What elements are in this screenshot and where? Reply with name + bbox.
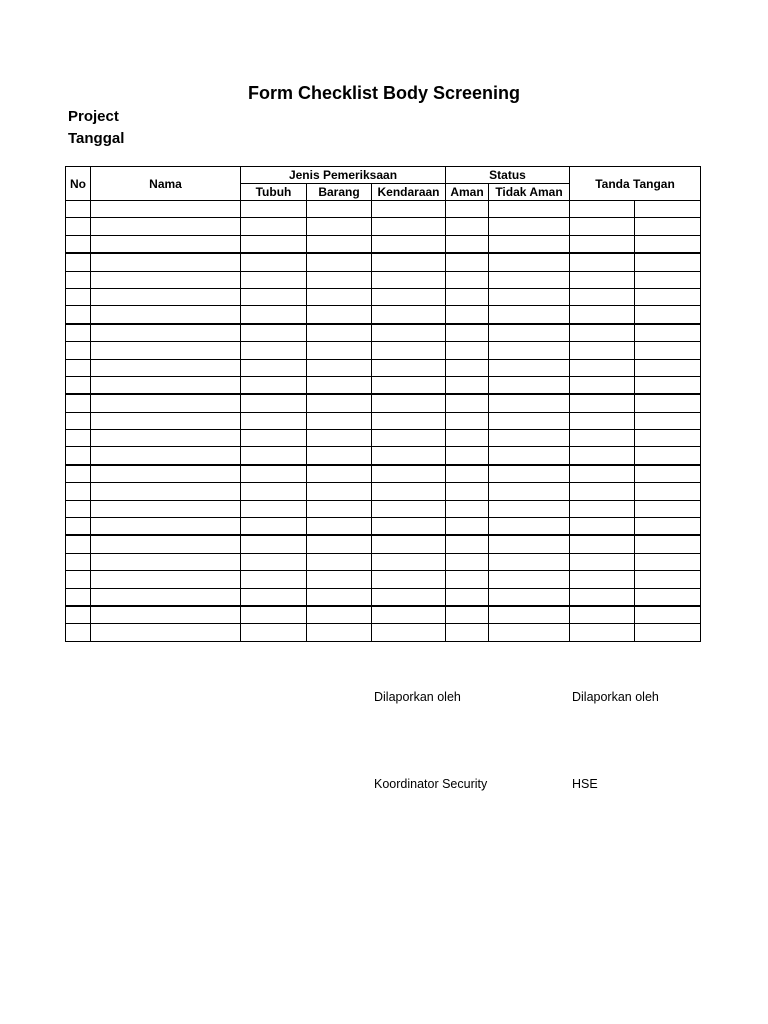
table-cell[interactable]	[91, 606, 241, 624]
table-cell[interactable]	[241, 218, 307, 235]
table-cell[interactable]	[635, 306, 701, 324]
table-row	[66, 288, 701, 305]
table-cell[interactable]	[372, 624, 446, 641]
table-cell[interactable]	[66, 394, 91, 412]
table-cell[interactable]	[446, 518, 489, 536]
table-cell[interactable]	[446, 535, 489, 553]
table-row	[66, 201, 701, 218]
table-cell[interactable]	[307, 518, 372, 536]
table-cell[interactable]	[66, 235, 91, 253]
table-cell[interactable]	[241, 588, 307, 606]
table-cell[interactable]	[635, 201, 701, 218]
table-cell[interactable]	[446, 394, 489, 412]
table-cell[interactable]	[570, 288, 635, 305]
table-cell[interactable]	[307, 359, 372, 376]
table-cell[interactable]	[570, 218, 635, 235]
header-goods: Barang	[307, 184, 372, 201]
table-cell[interactable]	[91, 376, 241, 394]
table-cell[interactable]	[372, 553, 446, 570]
table-cell[interactable]	[241, 324, 307, 342]
header-signature: Tanda Tangan	[570, 167, 701, 201]
table-cell[interactable]	[446, 306, 489, 324]
table-cell[interactable]	[570, 253, 635, 271]
table-cell[interactable]	[307, 588, 372, 606]
table-cell[interactable]	[446, 271, 489, 288]
table-cell[interactable]	[307, 201, 372, 218]
table-cell[interactable]	[91, 359, 241, 376]
table-cell[interactable]	[307, 394, 372, 412]
table-cell[interactable]	[570, 500, 635, 517]
table-cell[interactable]	[372, 394, 446, 412]
table-cell[interactable]	[635, 412, 701, 429]
table-row	[66, 394, 701, 412]
table-cell[interactable]	[446, 447, 489, 465]
table-cell[interactable]	[635, 553, 701, 570]
table-cell[interactable]	[307, 535, 372, 553]
table-cell[interactable]	[446, 253, 489, 271]
table-cell[interactable]	[489, 201, 570, 218]
table-cell[interactable]	[489, 483, 570, 500]
table-cell[interactable]	[570, 201, 635, 218]
table-cell[interactable]	[446, 376, 489, 394]
table-cell[interactable]	[241, 394, 307, 412]
table-cell[interactable]	[372, 271, 446, 288]
table-cell[interactable]	[446, 288, 489, 305]
table-cell[interactable]	[307, 606, 372, 624]
table-cell[interactable]	[91, 465, 241, 483]
table-cell[interactable]	[307, 324, 372, 342]
table-cell[interactable]	[66, 553, 91, 570]
table-cell[interactable]	[372, 342, 446, 359]
table-row	[66, 447, 701, 465]
table-cell[interactable]	[489, 376, 570, 394]
table-cell[interactable]	[446, 553, 489, 570]
table-cell[interactable]	[372, 253, 446, 271]
table-cell[interactable]	[635, 430, 701, 447]
table-cell[interactable]	[489, 218, 570, 235]
table-cell[interactable]	[241, 624, 307, 641]
table-header-row	[66, 167, 701, 184]
table-cell[interactable]	[66, 624, 91, 641]
table-cell[interactable]	[635, 606, 701, 624]
table-cell[interactable]	[91, 324, 241, 342]
table-cell[interactable]	[446, 201, 489, 218]
reported-by-label-2: Dilaporkan oleh	[572, 690, 659, 704]
table-cell[interactable]	[446, 324, 489, 342]
table-cell[interactable]	[635, 394, 701, 412]
table-cell[interactable]	[372, 412, 446, 429]
table-row	[66, 342, 701, 359]
table-cell[interactable]	[372, 535, 446, 553]
table-cell[interactable]	[66, 253, 91, 271]
table-cell[interactable]	[570, 483, 635, 500]
table-cell[interactable]	[372, 483, 446, 500]
table-cell[interactable]	[307, 483, 372, 500]
table-cell[interactable]	[307, 235, 372, 253]
table-cell[interactable]	[570, 553, 635, 570]
table-row	[66, 271, 701, 288]
table-row	[66, 218, 701, 235]
table-cell[interactable]	[489, 412, 570, 429]
table-cell[interactable]	[241, 553, 307, 570]
table-cell[interactable]	[489, 430, 570, 447]
header-no: No	[66, 167, 91, 201]
table-cell[interactable]	[66, 447, 91, 465]
table-cell[interactable]	[66, 606, 91, 624]
table-cell[interactable]	[241, 500, 307, 517]
table-cell[interactable]	[446, 606, 489, 624]
table-row	[66, 376, 701, 394]
table-cell[interactable]	[91, 430, 241, 447]
table-cell[interactable]	[307, 553, 372, 570]
table-cell[interactable]	[91, 342, 241, 359]
table-cell[interactable]	[241, 306, 307, 324]
table-cell[interactable]	[241, 430, 307, 447]
table-cell[interactable]	[489, 606, 570, 624]
table-cell[interactable]	[241, 359, 307, 376]
table-cell[interactable]	[489, 465, 570, 483]
table-cell[interactable]	[489, 518, 570, 536]
table-cell[interactable]	[635, 288, 701, 305]
table-cell[interactable]	[66, 430, 91, 447]
table-cell[interactable]	[570, 394, 635, 412]
table-cell[interactable]	[446, 465, 489, 483]
table-cell[interactable]	[635, 483, 701, 500]
table-cell[interactable]	[446, 235, 489, 253]
table-cell[interactable]	[489, 553, 570, 570]
table-cell[interactable]	[91, 412, 241, 429]
table-row	[66, 535, 701, 553]
table-cell[interactable]	[307, 218, 372, 235]
table-cell[interactable]	[66, 342, 91, 359]
table-body	[66, 201, 701, 642]
table-cell[interactable]	[241, 606, 307, 624]
header-status: Status	[446, 167, 570, 184]
table-cell[interactable]	[66, 588, 91, 606]
table-cell[interactable]	[570, 465, 635, 483]
table-row	[66, 412, 701, 429]
table-cell[interactable]	[91, 535, 241, 553]
table-row	[66, 624, 701, 641]
table-cell[interactable]	[91, 624, 241, 641]
table-cell[interactable]	[372, 518, 446, 536]
table-cell[interactable]	[570, 324, 635, 342]
table-cell[interactable]	[66, 271, 91, 288]
table-cell[interactable]	[91, 500, 241, 517]
table-cell[interactable]	[241, 483, 307, 500]
table-row	[66, 253, 701, 271]
table-cell[interactable]	[489, 535, 570, 553]
table-cell[interactable]	[307, 253, 372, 271]
table-cell[interactable]	[91, 447, 241, 465]
table-cell[interactable]	[635, 218, 701, 235]
table-cell[interactable]	[91, 588, 241, 606]
table-cell[interactable]	[241, 288, 307, 305]
table-cell[interactable]	[372, 218, 446, 235]
table-cell[interactable]	[489, 235, 570, 253]
table-cell[interactable]	[91, 288, 241, 305]
table-row	[66, 571, 701, 588]
table-cell[interactable]	[489, 288, 570, 305]
table-cell[interactable]	[635, 624, 701, 641]
table-cell[interactable]	[91, 271, 241, 288]
table-cell[interactable]	[307, 412, 372, 429]
table-cell[interactable]	[66, 571, 91, 588]
table-cell[interactable]	[91, 394, 241, 412]
table-cell[interactable]	[635, 535, 701, 553]
table-cell[interactable]	[66, 201, 91, 218]
table-cell[interactable]	[241, 518, 307, 536]
table-row	[66, 606, 701, 624]
table-cell[interactable]	[570, 430, 635, 447]
table-cell[interactable]	[570, 571, 635, 588]
table-row	[66, 235, 701, 253]
table-cell[interactable]	[66, 518, 91, 536]
table-cell[interactable]	[570, 412, 635, 429]
header-body: Tubuh	[241, 184, 307, 201]
table-cell[interactable]	[91, 553, 241, 570]
table-cell[interactable]	[91, 571, 241, 588]
table-cell[interactable]	[635, 500, 701, 517]
table-cell[interactable]	[570, 588, 635, 606]
table-cell[interactable]	[489, 324, 570, 342]
table-cell[interactable]	[241, 447, 307, 465]
project-label: Project	[68, 108, 119, 125]
table-cell[interactable]	[241, 235, 307, 253]
table-cell[interactable]	[635, 588, 701, 606]
table-cell[interactable]	[635, 376, 701, 394]
role-hse: HSE	[572, 777, 598, 791]
table-cell[interactable]	[570, 535, 635, 553]
table-row	[66, 500, 701, 517]
table-cell[interactable]	[570, 518, 635, 536]
table-cell[interactable]	[372, 588, 446, 606]
table-cell[interactable]	[489, 342, 570, 359]
table-cell[interactable]	[446, 342, 489, 359]
table-row	[66, 306, 701, 324]
table-cell[interactable]	[635, 271, 701, 288]
date-label: Tanggal	[68, 130, 125, 147]
table-cell[interactable]	[91, 201, 241, 218]
table-cell[interactable]	[570, 624, 635, 641]
table-cell[interactable]	[372, 324, 446, 342]
table-cell[interactable]	[372, 430, 446, 447]
table-row	[66, 588, 701, 606]
table-cell[interactable]	[489, 447, 570, 465]
header-name: Nama	[91, 167, 241, 201]
table-cell[interactable]	[372, 571, 446, 588]
table-cell[interactable]	[91, 306, 241, 324]
table-cell[interactable]	[489, 500, 570, 517]
table-cell[interactable]	[91, 235, 241, 253]
table-cell[interactable]	[372, 606, 446, 624]
table-cell[interactable]	[66, 412, 91, 429]
header-vehicle: Kendaraan	[372, 184, 446, 201]
table-cell[interactable]	[66, 465, 91, 483]
table-cell[interactable]	[635, 253, 701, 271]
table-cell[interactable]	[570, 447, 635, 465]
header-inspection-type: Jenis Pemeriksaan	[241, 167, 446, 184]
table-cell[interactable]	[241, 342, 307, 359]
table-cell[interactable]	[241, 412, 307, 429]
table-cell[interactable]	[372, 235, 446, 253]
table-cell[interactable]	[635, 465, 701, 483]
table-cell[interactable]	[66, 500, 91, 517]
table-cell[interactable]	[91, 518, 241, 536]
table-cell[interactable]	[489, 571, 570, 588]
table-cell[interactable]	[66, 359, 91, 376]
table-cell[interactable]	[307, 465, 372, 483]
table-cell[interactable]	[307, 342, 372, 359]
table-cell[interactable]	[570, 235, 635, 253]
table-cell[interactable]	[372, 447, 446, 465]
table-cell[interactable]	[635, 235, 701, 253]
table-cell[interactable]	[307, 430, 372, 447]
table-cell[interactable]	[66, 288, 91, 305]
header-unsafe: Tidak Aman	[489, 184, 570, 201]
table-cell[interactable]	[635, 518, 701, 536]
table-cell[interactable]	[241, 571, 307, 588]
table-cell[interactable]	[489, 253, 570, 271]
table-cell[interactable]	[635, 342, 701, 359]
table-cell[interactable]	[446, 218, 489, 235]
table-cell[interactable]	[635, 359, 701, 376]
table-cell[interactable]	[66, 483, 91, 500]
table-row	[66, 324, 701, 342]
table-row	[66, 553, 701, 570]
table-cell[interactable]	[241, 376, 307, 394]
table-cell[interactable]	[372, 201, 446, 218]
table-cell[interactable]	[446, 359, 489, 376]
table-cell[interactable]	[489, 588, 570, 606]
table-cell[interactable]	[307, 447, 372, 465]
table-cell[interactable]	[570, 306, 635, 324]
table-cell[interactable]	[241, 465, 307, 483]
table-cell[interactable]	[446, 624, 489, 641]
table-cell[interactable]	[66, 376, 91, 394]
table-cell[interactable]	[372, 500, 446, 517]
table-cell[interactable]	[489, 624, 570, 641]
role-security-coordinator: Koordinator Security	[374, 777, 488, 791]
table-cell[interactable]	[570, 271, 635, 288]
table-cell[interactable]	[307, 271, 372, 288]
table-cell[interactable]	[635, 447, 701, 465]
table-cell[interactable]	[446, 588, 489, 606]
table-cell[interactable]	[446, 500, 489, 517]
table-cell[interactable]	[446, 412, 489, 429]
table-row	[66, 483, 701, 500]
table-cell[interactable]	[489, 306, 570, 324]
table-cell[interactable]	[241, 201, 307, 218]
table-cell[interactable]	[66, 535, 91, 553]
table-cell[interactable]	[307, 500, 372, 517]
table-cell[interactable]	[570, 359, 635, 376]
table-cell[interactable]	[372, 376, 446, 394]
table-cell[interactable]	[307, 624, 372, 641]
table-cell[interactable]	[570, 376, 635, 394]
table-cell[interactable]	[307, 306, 372, 324]
table-cell[interactable]	[241, 253, 307, 271]
table-cell[interactable]	[241, 271, 307, 288]
table-row	[66, 518, 701, 536]
table-cell[interactable]	[570, 606, 635, 624]
table-cell[interactable]	[307, 376, 372, 394]
header-safe: Aman	[446, 184, 489, 201]
table-cell[interactable]	[446, 571, 489, 588]
table-cell[interactable]	[446, 483, 489, 500]
table-cell[interactable]	[372, 288, 446, 305]
form-title: Form Checklist Body Screening	[247, 83, 521, 103]
table-cell[interactable]	[489, 394, 570, 412]
reported-by-label-1: Dilaporkan oleh	[374, 690, 461, 704]
screening-table	[65, 166, 701, 642]
table-cell[interactable]	[91, 483, 241, 500]
table-cell[interactable]	[372, 306, 446, 324]
table-row	[66, 465, 701, 483]
table-cell[interactable]	[91, 253, 241, 271]
table-cell[interactable]	[570, 342, 635, 359]
table-cell[interactable]	[66, 324, 91, 342]
table-cell[interactable]	[307, 288, 372, 305]
table-cell[interactable]	[635, 571, 701, 588]
table-cell[interactable]	[372, 465, 446, 483]
table-row	[66, 430, 701, 447]
table-cell[interactable]	[489, 359, 570, 376]
table-cell[interactable]	[307, 571, 372, 588]
table-cell[interactable]	[489, 271, 570, 288]
table-cell[interactable]	[241, 535, 307, 553]
table-cell[interactable]	[91, 218, 241, 235]
table-cell[interactable]	[66, 218, 91, 235]
table-cell[interactable]	[66, 306, 91, 324]
table-row	[66, 359, 701, 376]
table-cell[interactable]	[372, 359, 446, 376]
table-cell[interactable]	[446, 430, 489, 447]
table-cell[interactable]	[635, 324, 701, 342]
